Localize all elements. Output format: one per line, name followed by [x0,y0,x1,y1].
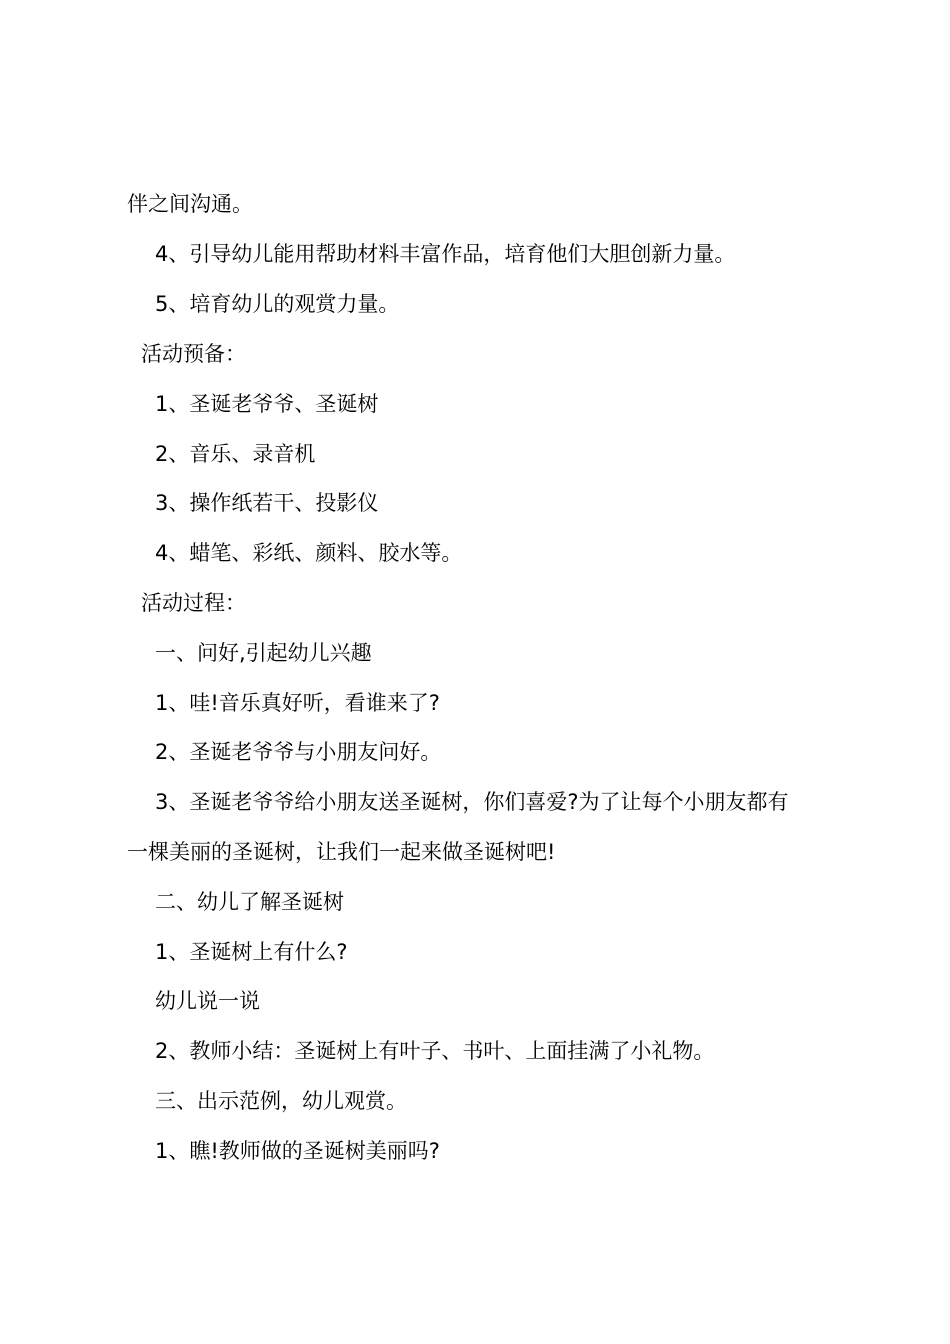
list-item: 4、蜡笔、彩纸、颜料、胶水等。 [155,541,463,565]
text-line: 5、培育幼儿的观赏力量。 [155,292,400,316]
list-item: 3、圣诞老爷爷给小朋友送圣诞树，你们喜爱?为了让每个小朋友都有 [155,790,789,814]
section-heading: 活动预备： [141,342,246,366]
text-line: 一棵美丽的圣诞树，让我们一起来做圣诞树吧! [127,840,556,864]
text-line: 4、引导幼儿能用帮助材料丰富作品，培育他们大胆创新力量。 [155,242,736,266]
step-heading: 二、幼儿了解圣诞树 [155,890,344,914]
list-item: 1、瞧!教师做的圣诞树美丽吗? [155,1139,440,1163]
list-item: 2、圣诞老爷爷与小朋友问好。 [155,740,442,764]
list-item: 2、教师小结：圣诞树上有叶子、书叶、上面挂满了小礼物。 [155,1039,715,1063]
step-heading: 一、问好,引起幼儿兴趣 [155,641,372,665]
step-heading: 三、出示范例，幼儿观赏。 [155,1089,407,1113]
list-item: 1、圣诞树上有什么? [155,940,348,964]
section-heading: 活动过程： [141,591,246,615]
list-item: 2、音乐、录音机 [155,442,316,466]
text-line: 伴之间沟通。 [127,192,253,216]
list-item: 3、操作纸若干、投影仪 [155,491,379,515]
list-item: 1、圣诞老爷爷、圣诞树 [155,392,379,416]
text-line: 幼儿说一说 [155,989,260,1013]
list-item: 1、哇!音乐真好听，看谁来了? [155,691,440,715]
